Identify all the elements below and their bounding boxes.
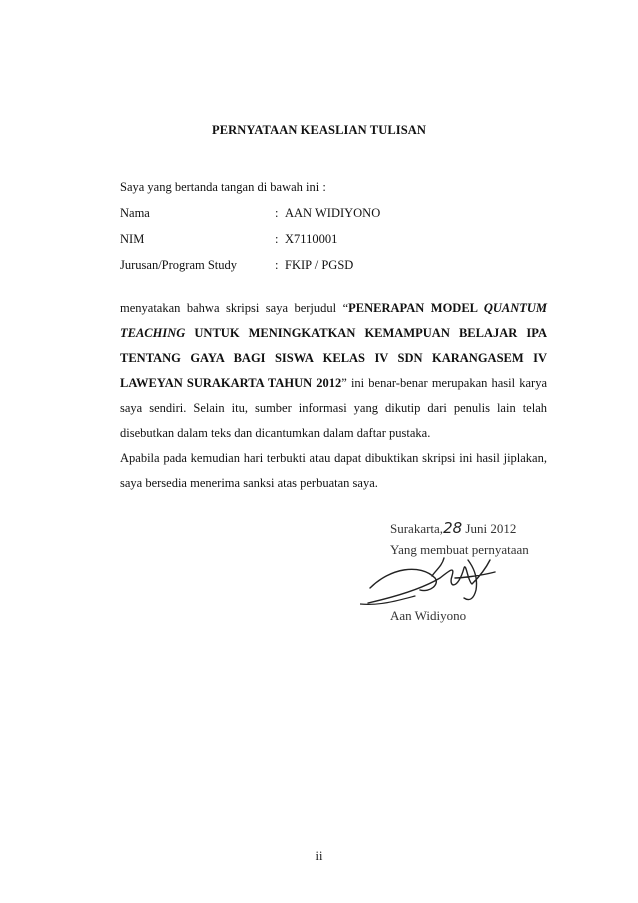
field-value: X7110001 xyxy=(285,232,338,246)
field-nim xyxy=(120,232,540,248)
signature-city: Surakarta, xyxy=(390,521,444,536)
statement-lead: menyatakan bahwa skripsi saya berjudul “ xyxy=(120,301,349,315)
intro-text: Saya yang bertanda tangan di bawah ini : xyxy=(120,180,326,194)
handwritten-signature xyxy=(360,548,510,610)
thesis-title-part: UNTUK MENINGKATKAN KEMAMPUAN BELAJAR IPA TENTANG GAYA BAGI SISWA KELAS IV SDN KARANGASEM IV LAWEYAN SURAKARTA TAHUN 2012 xyxy=(120,326,547,390)
statement-paragraph-2: Apabila pada kemudian hari terbukti atau dapat dibuktikan skripsi ini hasil jiplakan, saya bersedia menerima sanksi atas perbuatan saya. xyxy=(120,451,547,490)
page-title: PERNYATAAN KEASLIAN TULISAN xyxy=(211,123,427,137)
statement-paragraph xyxy=(120,296,547,446)
field-label: Jurusan/Program Study xyxy=(120,258,238,272)
field-separator: : xyxy=(275,206,279,220)
field-value: FKIP / PGSD xyxy=(285,258,354,272)
field-label: NIM xyxy=(120,232,145,246)
signatory-name: Aan Widiyono xyxy=(390,608,467,623)
field-separator: : xyxy=(275,258,279,272)
signature-month-year: Juni 2012 xyxy=(462,521,517,536)
thesis-title-part: PENERAPAN MODEL xyxy=(348,301,484,315)
field-program xyxy=(120,258,540,274)
statement-body xyxy=(120,296,547,496)
field-value: AAN WIDIYONO xyxy=(285,206,381,220)
field-label: Nama xyxy=(120,206,150,220)
field-separator: : xyxy=(275,232,279,246)
signature-role: Yang membuat pernyataan xyxy=(390,542,529,557)
thesis-title-italic: QUANTUM TEACHING xyxy=(120,301,548,340)
page-number: ii xyxy=(315,849,323,863)
signature-day-handwritten: 28 xyxy=(443,519,463,537)
field-nama xyxy=(120,206,540,222)
statement-rest: ” ini benar-benar merupakan hasil karya saya sendiri. Selain itu, sumber informasi yang dikutip dari penulis lain telah disebutkan dalam teks dan dicantumkan dalam daftar pustaka. xyxy=(120,376,548,440)
signature-date xyxy=(390,519,516,537)
